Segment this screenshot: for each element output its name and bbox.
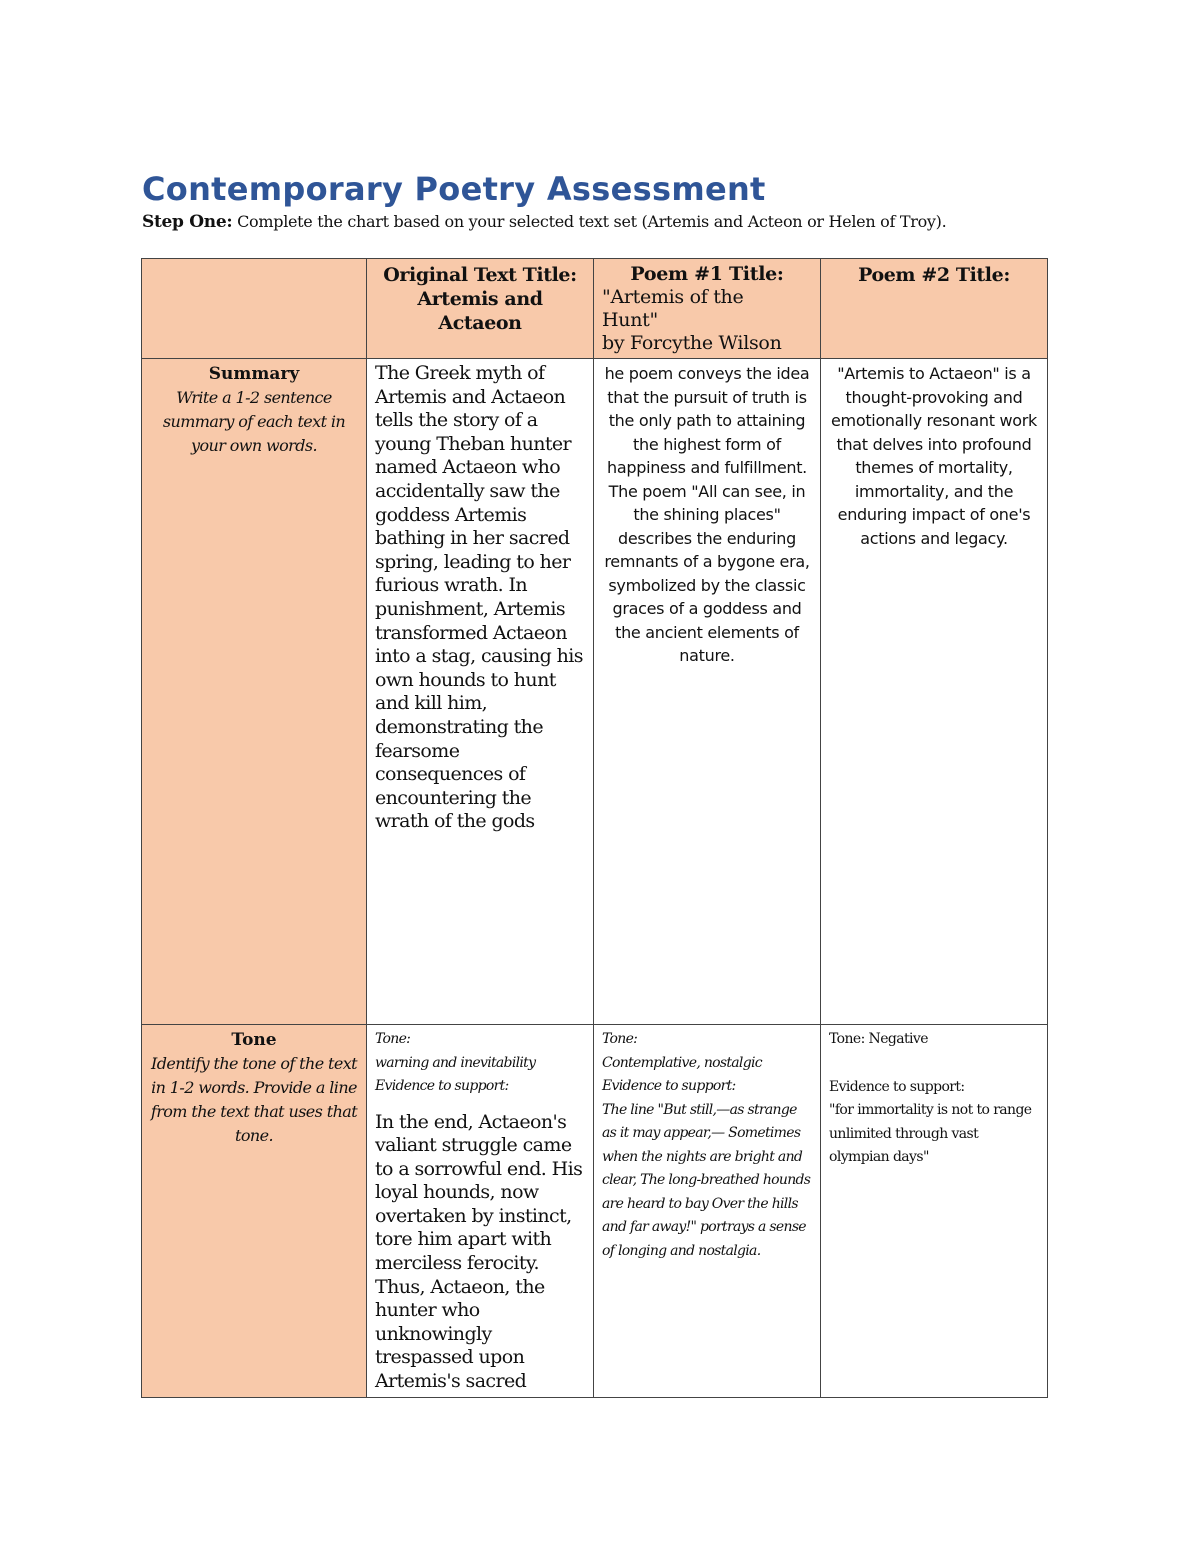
summary-row xyxy=(142,359,1048,1025)
assessment-chart xyxy=(141,258,1048,1398)
summary-row-header xyxy=(142,359,367,1025)
tone-poem2-evidence-label: Evidence to support: xyxy=(829,1078,965,1095)
summary-poem2-text: "Artemis to Actaeon" is a thought-provoking and emotionally resonant work that delves into profound themes of mortality, immortality, and the enduring impact of one's actions and legacy. xyxy=(831,364,1037,548)
tone-row xyxy=(142,1025,1048,1398)
header-row xyxy=(142,259,1048,359)
summary-label: Summary xyxy=(208,364,300,384)
header-corner-cell xyxy=(142,259,367,359)
summary-original-cell xyxy=(367,359,594,1025)
summary-poem2-cell xyxy=(821,359,1048,1025)
tone-original-cell xyxy=(367,1025,594,1398)
tone-poem1-evidence-label: Evidence to support: xyxy=(602,1078,736,1094)
tone-poem2-line: Tone: Negative xyxy=(829,1031,928,1047)
tone-original-evidence: In the end, Actaeon's valiant struggle came to a sorrowful end. His loyal hounds, now overtaken by instinct, tore him apart with merciless ferocity. Thus, Actaeon, the hunter who unknowingly trespassed upon Artemis's sacred xyxy=(375,1110,583,1393)
poem2-label: Poem #2 Title: xyxy=(858,264,1010,286)
tone-label: Tone xyxy=(231,1030,277,1050)
header-poem1-cell xyxy=(594,259,821,359)
summary-poem1-cell xyxy=(594,359,821,1025)
tone-poem1-label: Tone: xyxy=(602,1031,638,1047)
header-original-cell xyxy=(367,259,594,359)
summary-poem1-text: he poem conveys the idea that the pursuit of truth is the only path to attaining the highest form of happiness and fulfillment. The poem "All can see, in the shining places" describes the enduring remnants of a bygone era, symbolized by the classic graces of a goddess and the ancient elements of nature. xyxy=(604,364,810,665)
poem1-title-line1: "Artemis of the xyxy=(602,286,744,308)
tone-row-header xyxy=(142,1025,367,1398)
tone-poem1-cell xyxy=(594,1025,821,1398)
tone-poem1-evidence: The line "But still,—as strange as it may appear,— Sometimes when the nights are bright and clear, The long-breathed hounds are heard to bay Over the hills and far away!" portrays a sense of longing and nostalgia. xyxy=(602,1101,811,1259)
poem1-label: Poem #1 Title: xyxy=(630,263,784,285)
poem1-author: by Forcythe Wilson xyxy=(602,332,782,354)
page-title: Contemporary Poetry Assessment xyxy=(142,170,766,208)
original-title-line1: Artemis and xyxy=(417,288,543,310)
header-poem2-cell xyxy=(821,259,1048,359)
tone-poem1-value: Contemplative, nostalgic xyxy=(602,1054,762,1071)
tone-poem2-evidence: "for immortality is not to range unlimited through vast olympian days" xyxy=(829,1102,1032,1165)
step-one-instruction xyxy=(142,212,946,232)
original-label: Original Text Title: xyxy=(383,264,577,286)
tone-instruction: Identify the tone of the text in 1-2 words. Provide a line from the text that uses that tone. xyxy=(150,1054,358,1145)
poem1-title-line2: Hunt" xyxy=(602,309,658,331)
tone-original-value: warning and inevitability xyxy=(375,1054,536,1071)
original-title-line2: Actaeon xyxy=(438,312,522,334)
tone-poem2-cell xyxy=(821,1025,1048,1398)
step-text: Complete the chart based on your selected text set (Artemis and Acteon or Helen of Troy). xyxy=(232,212,947,231)
tone-original-label: Tone: xyxy=(375,1031,411,1047)
tone-original-evidence-label: Evidence to support: xyxy=(375,1078,509,1094)
summary-original-text: The Greek myth of Artemis and Actaeon tells the story of a young Theban hunter named Actaeon who accidentally saw the goddess Artemis bathing in her sacred spring, leading to her furious wrath. In punishment, Artemis transformed Actaeon into a stag, causing his own hounds to hunt and kill him, demonstrating the fearsome consequences of encountering the wrath of the gods xyxy=(375,362,583,833)
step-label: Step One: xyxy=(142,212,233,232)
summary-instruction: Write a 1-2 sentence summary of each text in your own words. xyxy=(162,388,346,455)
